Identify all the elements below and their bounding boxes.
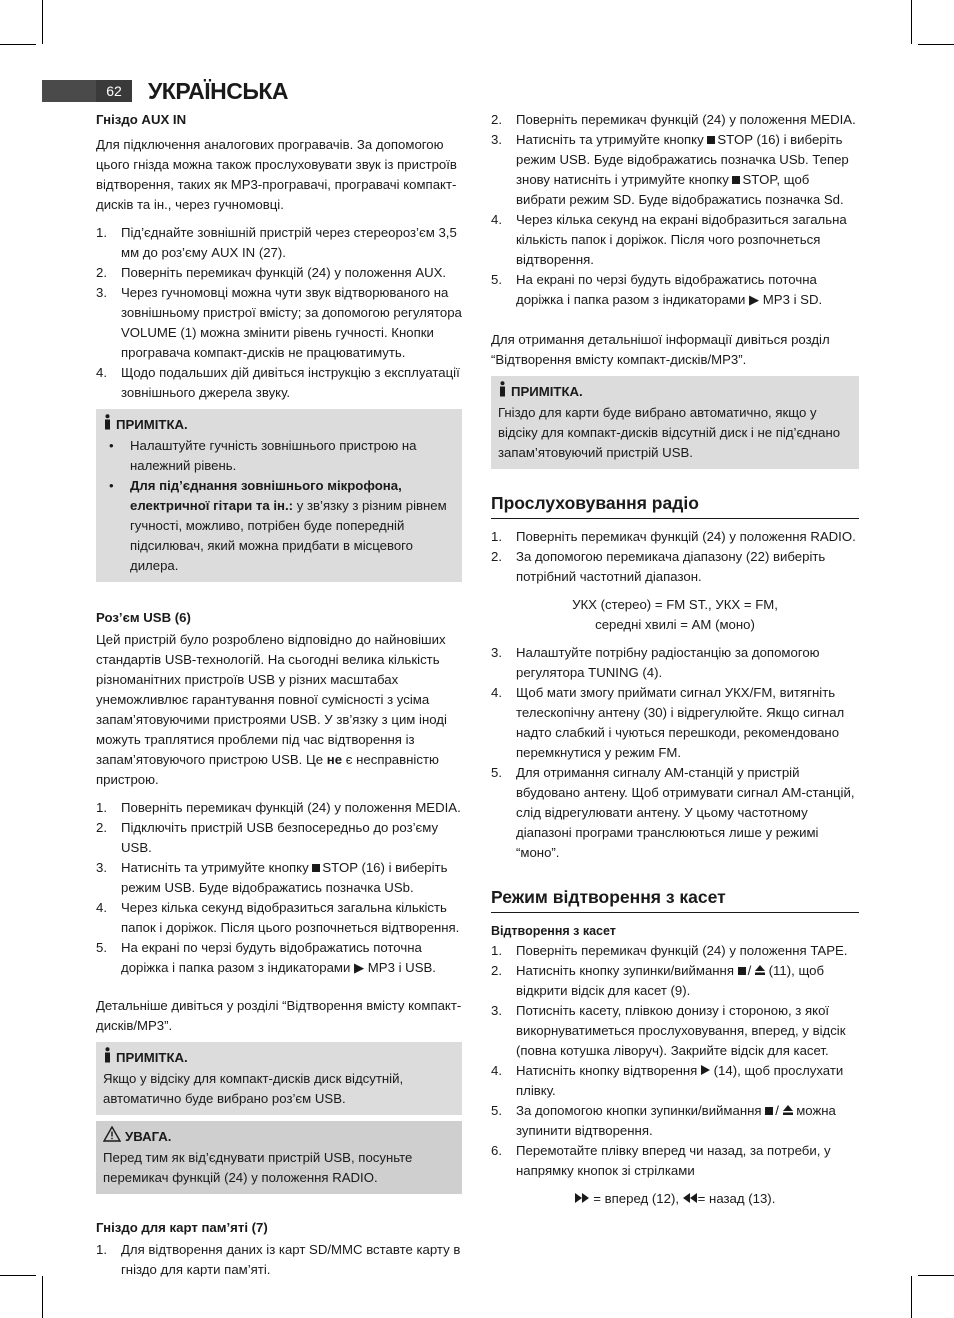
- list-item: 5. За допомогою кнопки зупинки/виймання / можна зупинити відтворення.: [491, 1103, 836, 1138]
- list-item: 2. За допомогою перемикача діапазону (22) виберіть потрібний частотний діапазон.: [491, 549, 826, 584]
- usb-steps: [96, 798, 462, 978]
- crop-mark: [918, 44, 954, 45]
- tape-subheading: Відтворення з касет: [491, 924, 616, 938]
- page-title: УКРАЇНСЬКА: [148, 78, 289, 104]
- note-title: ПРИМІТКА.: [116, 417, 188, 432]
- crop-mark: [0, 1275, 36, 1276]
- stop-icon: [765, 1107, 773, 1115]
- aux-intro: Для підключення аналогових програвачів. За допомогою цього гнізда можна також прослуховувати звук із пристроїв відтворення, таких як MP3-програвачі, програвачі компакт-дисків та ін., через гучномовці.: [96, 137, 457, 212]
- stop-icon: [738, 967, 746, 975]
- radio-steps: [491, 527, 859, 587]
- page-number: 62: [96, 80, 132, 102]
- crop-mark: [0, 44, 36, 45]
- list-item: 4. Через кілька секунд на екрані відобразиться загальна кількість папок і доріжок. Після чого розпочнеться відтворення.: [491, 212, 847, 267]
- list-item: 1. Поверніть перемикач функцій (24) у положення MEDIA.: [96, 800, 461, 815]
- list-item: 2. Підключіть пристрій USB безпосередньо до роз’єму USB.: [96, 820, 439, 855]
- list-item: 2. Натисніть кнопку зупинки/виймання / (11), щоб відкрити відсік для касет (9).: [491, 963, 825, 998]
- card-heading: Гніздо для карт пам’яті (7): [96, 1220, 268, 1235]
- crop-mark: [918, 1275, 954, 1276]
- warning-icon: [103, 1126, 121, 1148]
- usb-warning: УВАГА. Перед тим як від’єднувати пристрій USB, посуньте перемикач функцій (24) у положення RADIO.: [96, 1121, 462, 1194]
- card-steps-right: [491, 110, 859, 310]
- list-item: 2. Поверніть перемикач функцій (24) у положення MEDIA.: [491, 112, 856, 127]
- stop-icon: [312, 864, 320, 872]
- play-icon: [701, 1063, 710, 1078]
- info-icon: [103, 414, 112, 436]
- crop-mark: [42, 1276, 43, 1318]
- usb-note: ПРИМІТКА. Якщо у відсіку для компакт-дисків диск відсутній, автоматично буде вибрано роз’єм USB.: [96, 1042, 462, 1115]
- list-item: 5. Для отримання сигналу AM-станцій у пристрій вбудовано антену. Щоб отримувати сигнал AM-станцій, слід відрегулювати антену. У цьому частотному діапазоні програми транслюються лише у режимі “моно”.: [491, 765, 855, 860]
- info-icon: [498, 381, 507, 403]
- crop-mark: [42, 0, 43, 44]
- right-column: [491, 110, 859, 1209]
- list-item: 6. Перемотайте плівку вперед чи назад, за потреби, у напрямку кнопок зі стрілками: [491, 1143, 831, 1178]
- crop-mark: [911, 0, 912, 44]
- list-item: 3. Налаштуйте потрібну радіостанцію за допомогою регулятора TUNING (4).: [491, 645, 820, 680]
- tape-arrows: = вперед (12), = назад (13).: [491, 1189, 859, 1209]
- info-icon: [103, 1047, 112, 1069]
- usb-heading: Роз’єм USB (6): [96, 610, 191, 625]
- list-item: 1. Для відтворення даних із карт SD/MMC вставте карту в гніздо для карти пам’яті.: [96, 1242, 461, 1277]
- stop-icon: [732, 176, 740, 184]
- list-item: • Налаштуйте гучність зовнішнього пристрою на належний рівень.: [109, 438, 417, 473]
- rewind-icon: [683, 1191, 698, 1206]
- list-item: 4. Щодо подальших дій дивіться інструкцію з експлуатації зовнішнього джерела звуку.: [96, 365, 460, 400]
- list-item: 1. Під’єднайте зовнішній пристрій через стереороз’єм 3,5 мм до роз’єму AUX IN (27).: [96, 225, 457, 260]
- list-item: 3. Потисніть касету, плівкою донизу і стороною, з якої викорнуватиметься прослуховування, вперед, у відсік (повна котушка ліворуч). Закрийте відсік для касет.: [491, 1003, 846, 1058]
- list-item: 4. Через кілька секунд відобразиться загальна кількість папок і доріжок. Після цього розпочнеться відтворення.: [96, 900, 460, 935]
- eject-icon: [755, 963, 765, 978]
- card-more: Для отримання детальнішої інформації дивіться розділ “Відтворення вмісту компакт-дисків/MP3”.: [491, 332, 830, 367]
- list-item: 3. Натисніть та утримуйте кнопку STOP (16) і виберіть режим USB. Буде відображатись позначка USb.: [96, 860, 448, 895]
- tape-heading: Режим відтворення з касет: [491, 885, 859, 913]
- list-item: 3. Через гучномовці можна чути звук відтворюваного на зовнішньому пристрої вмісту; за допомогою регулятора VOLUME (1) можна змінити рівень гучності. Кнопки програвача компакт-дисків не працюватимуть.: [96, 285, 462, 360]
- radio-bands: УКХ (стерео) = FM ST., УКХ = FM, середні хвилі = AM (моно): [572, 597, 778, 632]
- radio-steps-2: [491, 643, 859, 863]
- usb-intro: Цей пристрій було розроблено відповідно до найновіших стандартів USB-технологій. На сьогодні велика кількість різноманітних пристроїв USB у різних масштабах унеможливлює гарантування повної сумісності з усіма запам’ятовуючими пристроями USB. У зв’язку з цим іноді можуть траплятися проблеми під час відтворення із запам’ятовуючого пристрою USB. Це не є несправністю пристрою.: [96, 632, 447, 787]
- list-item: 1. Поверніть перемикач функцій (24) у положення TAPE.: [491, 943, 848, 958]
- aux-steps: [96, 223, 462, 403]
- aux-heading: Гніздо AUX IN: [96, 112, 187, 127]
- list-item: 2. Поверніть перемикач функцій (24) у положення AUX.: [96, 265, 447, 280]
- eject-icon: [783, 1103, 793, 1118]
- list-item: • Для під’єднання зовнішнього мікрофона, електричної гітари та ін.: у зв’язку з різним рівнем гучності, можливо, потрібен буде попередній підсилювач, який можна придбати в місцевого дилера.: [109, 478, 447, 573]
- crop-mark: [911, 1276, 912, 1318]
- list-item: 4. Натисніть кнопку відтворення (14), щоб прослухати плівку.: [491, 1063, 844, 1098]
- stop-icon: [707, 136, 715, 144]
- radio-heading: Прослуховування радіо: [491, 491, 859, 519]
- list-item: 4. Щоб мати змогу приймати сигнал УКХ/FM, витягніть телескопічну антену (30) і відрегулюйте. Якщо сигнал надто слабкий і чуються перешкоди, рекомендовано перемкнутися у режим FM.: [491, 685, 845, 760]
- tape-steps: [491, 941, 859, 1181]
- card-steps-left: [96, 1240, 462, 1280]
- list-item: 3. Натисніть та утримуйте кнопку STOP (16) і виберіть режим USB. Буде відображатись позначка USb. Тепер знову натисніть і утримуйте кнопку STOP, щоб вибрати режим SD. Буде відображатись позначка Sd.: [491, 132, 849, 207]
- list-item: 1. Поверніть перемикач функцій (24) у положення RADIO.: [491, 529, 856, 544]
- card-note: ПРИМІТКА. Гніздо для карти буде вибрано автоматично, якщо у відсіку для компакт-дисків відсутній диск і не під’єднано запам’ятовуючий пристрій USB.: [491, 376, 859, 469]
- aux-note: [96, 409, 462, 582]
- list-item: 5. На екрані по черзі будуть відображатись поточна доріжка і папка разом з індикаторами ▶ MP3 і USB.: [96, 940, 436, 975]
- usb-more: Детальніше дивіться у розділі “Відтворення вмісту компакт-дисків/MP3”.: [96, 998, 462, 1033]
- left-column: [96, 110, 462, 1280]
- fast-forward-icon: [575, 1191, 590, 1206]
- list-item: 5. На екрані по черзі будуть відображатись поточна доріжка і папка разом з індикаторами ▶ MP3 і SD.: [491, 272, 823, 307]
